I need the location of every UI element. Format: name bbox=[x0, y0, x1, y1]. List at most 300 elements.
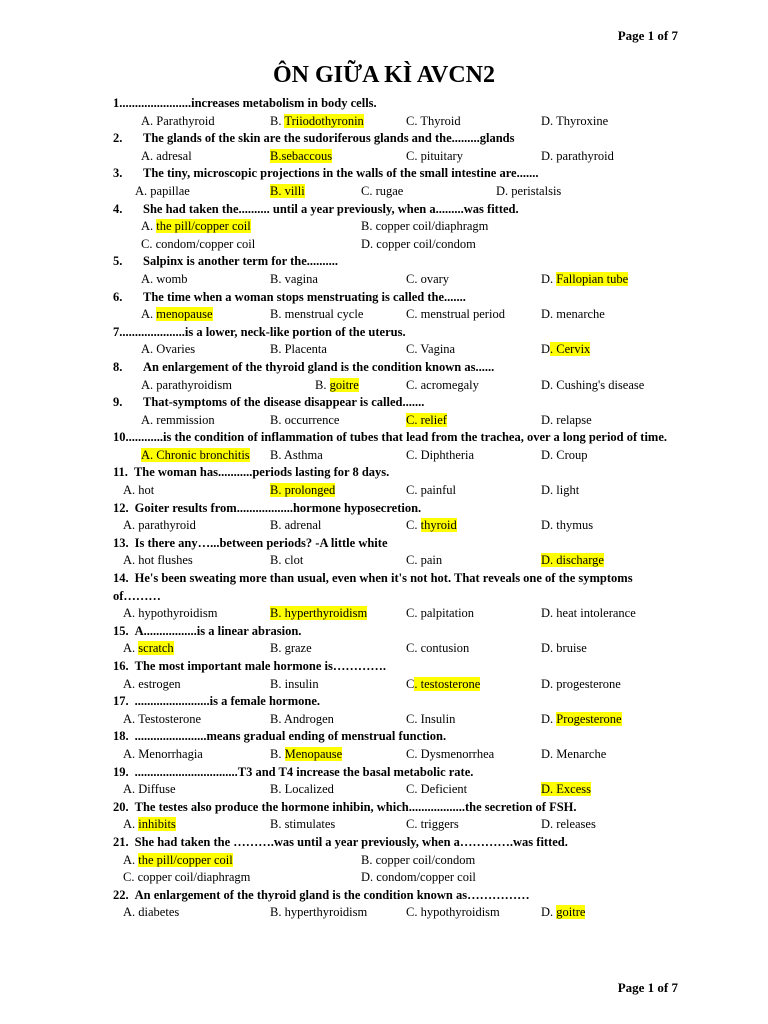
question-stem: The tiny, microscopic projections in the walls of the small intestine are....... bbox=[143, 166, 539, 181]
option-a bbox=[141, 447, 250, 465]
question-stem: The woman has...........periods lasting for 8 days. bbox=[133, 465, 390, 480]
question-number: 6. bbox=[113, 289, 123, 304]
option-c bbox=[406, 517, 457, 535]
answer-highlight: C. relief bbox=[406, 412, 447, 427]
option-letter: B. bbox=[361, 219, 376, 234]
option-c bbox=[406, 341, 455, 359]
option-text: pain bbox=[420, 553, 443, 568]
option-d bbox=[541, 306, 605, 324]
option-letter: B. bbox=[270, 676, 285, 691]
options-row bbox=[113, 113, 743, 131]
question-stem: ....................is a lower, neck-like portion of the uterus. bbox=[122, 324, 406, 339]
option-letter: C bbox=[406, 676, 415, 691]
option-text: parathyroid bbox=[556, 148, 614, 163]
option-b bbox=[270, 605, 367, 623]
question-5 bbox=[113, 253, 743, 271]
question-4 bbox=[113, 201, 743, 219]
option-d bbox=[541, 377, 644, 395]
option-letter: C. bbox=[406, 377, 421, 392]
options-row bbox=[113, 605, 743, 623]
question-number: 22. bbox=[113, 887, 129, 902]
option-text: menarche bbox=[556, 307, 605, 322]
option-text: Asthma bbox=[283, 447, 323, 462]
question-number: 13. bbox=[113, 535, 129, 550]
question-stem: Is there any…...between periods? -A little white bbox=[134, 535, 388, 550]
option-letter: C. bbox=[406, 518, 421, 533]
option-letter: A. bbox=[141, 342, 157, 357]
option-letter: B. bbox=[270, 782, 285, 797]
option-letter: A. bbox=[141, 271, 157, 286]
options-row bbox=[113, 781, 743, 799]
question-stem: ......................increases metabolism in body cells. bbox=[122, 96, 377, 110]
option-letter: D. bbox=[541, 606, 557, 621]
question-16 bbox=[113, 658, 743, 676]
option-d bbox=[361, 236, 476, 254]
option-letter: A. bbox=[141, 307, 157, 322]
option-b bbox=[270, 640, 312, 658]
option-letter: D. bbox=[541, 271, 557, 286]
option-d bbox=[541, 113, 608, 131]
option-text: thymus bbox=[556, 518, 594, 533]
option-b bbox=[270, 271, 318, 289]
question-8 bbox=[113, 359, 743, 377]
option-a bbox=[141, 113, 215, 131]
options-row bbox=[113, 306, 743, 324]
answer-highlight: goitre bbox=[329, 377, 359, 392]
option-text: copper coil/diaphragm bbox=[137, 870, 251, 885]
option-text: Ovaries bbox=[156, 342, 196, 357]
question-10 bbox=[113, 429, 743, 447]
option-letter: A. bbox=[141, 412, 157, 427]
option-text: Placenta bbox=[284, 342, 327, 357]
option-c bbox=[406, 306, 505, 324]
options-row bbox=[113, 852, 743, 870]
option-text: Vagina bbox=[420, 342, 456, 357]
option-d bbox=[541, 746, 606, 764]
option-c bbox=[406, 447, 474, 465]
option-text: occurrence bbox=[284, 412, 340, 427]
option-text: Parathyroid bbox=[156, 113, 215, 128]
option-letter: C. bbox=[406, 711, 421, 726]
option-a bbox=[123, 904, 179, 922]
answer-highlight: scratch bbox=[138, 641, 174, 656]
option-text: releases bbox=[556, 817, 596, 832]
option-text: adrenal bbox=[284, 518, 322, 533]
option-letter: C. bbox=[406, 905, 421, 920]
option-letter: A. bbox=[141, 377, 157, 392]
option-a bbox=[135, 183, 190, 201]
option-text: Thyroid bbox=[420, 113, 461, 128]
option-letter: A. bbox=[135, 183, 151, 198]
option-letter: A. bbox=[123, 782, 139, 797]
option-text: acromegaly bbox=[420, 377, 479, 392]
option-letter: D. bbox=[541, 676, 557, 691]
option-a bbox=[123, 676, 181, 694]
page-title: ÔN GIỮA KÌ AVCN2 bbox=[272, 62, 496, 88]
option-text: relapse bbox=[556, 412, 592, 427]
question-number: 2. bbox=[113, 131, 123, 146]
option-letter: B. bbox=[270, 518, 285, 533]
option-c bbox=[406, 640, 469, 658]
option-d bbox=[541, 482, 579, 500]
option-letter: C. bbox=[406, 447, 421, 462]
option-b bbox=[270, 781, 334, 799]
options-row bbox=[113, 711, 743, 729]
answer-highlight: Triiodothyronin bbox=[284, 113, 364, 128]
option-text: palpitation bbox=[420, 606, 475, 621]
question-number: 10. bbox=[113, 430, 129, 445]
option-text: menstrual cycle bbox=[284, 307, 364, 322]
option-text: hypothyroidism bbox=[138, 606, 218, 621]
option-text: vagina bbox=[284, 271, 318, 286]
options-row bbox=[113, 746, 743, 764]
option-text: condom/copper coil bbox=[155, 236, 256, 251]
option-text: contusion bbox=[420, 641, 470, 656]
answer-highlight: D. discharge bbox=[541, 553, 604, 568]
option-b bbox=[270, 113, 364, 131]
answer-highlight: B. hyperthyroidism bbox=[270, 606, 368, 621]
option-a bbox=[141, 271, 188, 289]
option-d bbox=[496, 183, 561, 201]
answer-highlight: . Cervix bbox=[550, 342, 591, 357]
option-b bbox=[270, 412, 339, 430]
option-text: Testosterone bbox=[138, 711, 202, 726]
option-text: remmission bbox=[156, 412, 215, 427]
option-d bbox=[541, 676, 621, 694]
option-text: Croup bbox=[556, 447, 588, 462]
option-d bbox=[541, 904, 585, 922]
question-number: 7. bbox=[113, 324, 123, 339]
option-text: Menarche bbox=[556, 746, 607, 761]
option-text: graze bbox=[284, 641, 312, 656]
question-stem: Salpinx is another term for the.......... bbox=[143, 254, 339, 269]
page-number-top: Page 1 of 7 bbox=[617, 28, 678, 43]
options-row bbox=[113, 447, 743, 465]
option-letter: D. bbox=[541, 746, 557, 761]
option-text: peristalsis bbox=[511, 183, 562, 198]
options-row bbox=[113, 517, 743, 535]
option-letter: A. bbox=[123, 641, 139, 656]
option-a bbox=[141, 148, 192, 166]
option-letter: D. bbox=[541, 905, 557, 920]
option-text: copper coil/condom bbox=[375, 852, 476, 867]
option-letter: C. bbox=[406, 641, 421, 656]
options-row bbox=[113, 218, 743, 236]
option-d bbox=[541, 517, 593, 535]
question-stem: ........................is a female hormone. bbox=[134, 694, 321, 709]
option-a bbox=[141, 412, 215, 430]
answer-highlight: D. Excess bbox=[541, 782, 591, 797]
option-letter: A. bbox=[123, 553, 139, 568]
option-c bbox=[406, 781, 467, 799]
option-letter: C. bbox=[406, 148, 421, 163]
option-letter: B. bbox=[270, 553, 285, 568]
answer-highlight: . testosterone bbox=[414, 676, 481, 691]
question-6 bbox=[113, 289, 743, 307]
option-letter: C. bbox=[406, 746, 421, 761]
option-letter: A. bbox=[141, 148, 157, 163]
option-text: Localized bbox=[284, 782, 334, 797]
options-row bbox=[113, 183, 743, 201]
question-13 bbox=[113, 535, 743, 553]
answer-highlight: B. prolonged bbox=[270, 483, 336, 498]
question-stem: An enlargement of the thyroid gland is the condition known as...... bbox=[143, 359, 495, 374]
option-letter: D. bbox=[541, 711, 557, 726]
answer-highlight: Menopause bbox=[284, 746, 343, 761]
option-letter: D. bbox=[541, 817, 557, 832]
question-number: 12. bbox=[113, 500, 129, 515]
question-number: 21. bbox=[113, 834, 129, 849]
question-number: 4. bbox=[113, 201, 123, 216]
option-letter: B. bbox=[270, 905, 285, 920]
option-text: Deficient bbox=[420, 782, 468, 797]
option-b bbox=[270, 148, 332, 166]
answer-highlight: goitre bbox=[556, 905, 586, 920]
question-17 bbox=[113, 693, 743, 711]
option-letter: D. bbox=[541, 483, 557, 498]
options-row bbox=[113, 236, 743, 254]
question-number: 17. bbox=[113, 694, 129, 709]
option-letter: C. bbox=[406, 817, 421, 832]
option-d bbox=[541, 412, 592, 430]
question-stem: She had taken the.......... until a year previously, when a.........was fitted. bbox=[143, 201, 519, 216]
option-letter: C. bbox=[141, 236, 156, 251]
option-letter: C. bbox=[406, 307, 421, 322]
option-text: insulin bbox=[284, 676, 319, 691]
option-c bbox=[406, 552, 442, 570]
option-text: triggers bbox=[420, 817, 459, 832]
option-letter: C. bbox=[406, 271, 421, 286]
options-row bbox=[113, 816, 743, 834]
option-letter: A. bbox=[141, 113, 157, 128]
option-d bbox=[541, 781, 591, 799]
question-stem: .................................T3 and T4 increase the basal metabolic rate. bbox=[134, 764, 474, 779]
question-number: 1. bbox=[113, 96, 123, 110]
answer-highlight: Fallopian tube bbox=[556, 271, 629, 286]
option-text: light bbox=[556, 483, 580, 498]
option-a bbox=[123, 852, 233, 870]
options-row bbox=[113, 377, 743, 395]
option-letter: D. bbox=[496, 183, 512, 198]
option-a bbox=[123, 746, 203, 764]
option-b bbox=[270, 447, 323, 465]
option-letter: D. bbox=[541, 307, 557, 322]
option-c bbox=[141, 236, 255, 254]
question-stem: Goiter results from..................hormone hyposecretion. bbox=[134, 500, 422, 515]
option-c bbox=[406, 816, 459, 834]
option-d bbox=[541, 552, 604, 570]
question-11 bbox=[113, 464, 743, 482]
option-letter: C. bbox=[406, 113, 421, 128]
question-number: 16. bbox=[113, 659, 129, 673]
option-letter: A. bbox=[123, 676, 139, 691]
option-letter: B. bbox=[315, 377, 330, 392]
option-text: rugae bbox=[375, 183, 404, 198]
question-number: 9. bbox=[113, 395, 123, 410]
options-row bbox=[113, 271, 743, 289]
question-stem: The glands of the skin are the sudoriferous glands and the.........glands bbox=[143, 131, 515, 146]
option-text: pituitary bbox=[420, 148, 463, 163]
option-text: Dysmenorrhea bbox=[420, 746, 495, 761]
answer-highlight: A. Chronic bronchitis bbox=[141, 447, 250, 462]
option-letter: D. bbox=[541, 113, 557, 128]
option-d bbox=[541, 341, 590, 359]
option-letter: C. bbox=[406, 483, 421, 498]
option-text: parathyroid bbox=[138, 518, 196, 533]
option-letter: A. bbox=[123, 905, 139, 920]
option-d bbox=[541, 640, 587, 658]
option-text: Insulin bbox=[420, 711, 456, 726]
question-stem: That-symptoms of the disease disappear is called....... bbox=[143, 395, 425, 410]
question-9 bbox=[113, 394, 743, 412]
option-letter: D. bbox=[541, 447, 557, 462]
option-c bbox=[361, 183, 403, 201]
question-2 bbox=[113, 130, 743, 148]
question-15 bbox=[113, 623, 743, 641]
answer-highlight: inhibits bbox=[138, 817, 176, 832]
option-letter: A. bbox=[123, 852, 139, 867]
answer-highlight: B.sebaccous bbox=[270, 148, 333, 163]
option-b bbox=[270, 676, 319, 694]
option-letter: B. bbox=[270, 711, 284, 726]
option-text: papillae bbox=[150, 183, 190, 198]
question-number: 3. bbox=[113, 166, 123, 181]
page-number-bottom: Page 1 of 7 bbox=[617, 980, 678, 995]
option-text: copper coil/diaphragm bbox=[375, 219, 489, 234]
option-b bbox=[270, 306, 363, 324]
option-text: adresal bbox=[156, 148, 192, 163]
option-d bbox=[361, 869, 476, 887]
option-letter: B. bbox=[270, 342, 285, 357]
option-b bbox=[361, 852, 475, 870]
option-b bbox=[270, 746, 342, 764]
option-c bbox=[406, 113, 461, 131]
answer-highlight: thyroid bbox=[420, 518, 457, 533]
option-text: ovary bbox=[420, 271, 450, 286]
option-text: menstrual period bbox=[420, 307, 505, 322]
option-a bbox=[123, 552, 193, 570]
option-text: Androgen bbox=[283, 711, 334, 726]
answer-highlight: B. villi bbox=[270, 183, 305, 198]
option-letter: C. bbox=[123, 870, 138, 885]
option-letter: C. bbox=[406, 782, 421, 797]
option-b bbox=[270, 816, 335, 834]
option-b bbox=[361, 218, 488, 236]
option-text: womb bbox=[156, 271, 188, 286]
option-letter: D. bbox=[541, 377, 557, 392]
option-letter: D. bbox=[541, 641, 557, 656]
option-text: hot flushes bbox=[138, 553, 193, 568]
option-text: condom/copper coil bbox=[376, 870, 476, 885]
question-list bbox=[113, 95, 743, 922]
option-a bbox=[123, 482, 154, 500]
options-row bbox=[113, 869, 743, 887]
option-c bbox=[406, 482, 456, 500]
option-letter: A. bbox=[123, 518, 139, 533]
option-letter: B. bbox=[270, 746, 285, 761]
option-a bbox=[123, 781, 176, 799]
option-letter: B. bbox=[270, 307, 285, 322]
option-d bbox=[541, 711, 622, 729]
question-14 bbox=[113, 570, 633, 605]
option-letter: B. bbox=[270, 641, 285, 656]
question-21 bbox=[113, 834, 743, 852]
option-text: Menorrhagia bbox=[138, 746, 203, 761]
option-a bbox=[141, 341, 195, 359]
question-number: 18. bbox=[113, 729, 129, 744]
option-letter: D. bbox=[361, 870, 377, 885]
option-a bbox=[123, 816, 176, 834]
option-letter: A. bbox=[141, 219, 157, 234]
question-number: 14. bbox=[113, 571, 129, 586]
option-letter: C. bbox=[406, 606, 421, 621]
option-text: Diffuse bbox=[138, 782, 176, 797]
option-b bbox=[270, 183, 305, 201]
question-stem: .......................means gradual ending of menstrual function. bbox=[134, 729, 447, 744]
question-number: 20. bbox=[113, 799, 129, 814]
option-text: hot bbox=[138, 483, 155, 498]
option-letter: D. bbox=[361, 236, 377, 251]
question-12 bbox=[113, 500, 743, 518]
option-b bbox=[270, 904, 367, 922]
option-text: estrogen bbox=[138, 676, 181, 691]
question-19 bbox=[113, 764, 743, 782]
option-b bbox=[270, 552, 303, 570]
option-c bbox=[406, 904, 500, 922]
option-text: diabetes bbox=[138, 905, 180, 920]
option-letter: D bbox=[541, 342, 551, 357]
answer-highlight: Progesterone bbox=[556, 711, 622, 726]
option-letter: C. bbox=[361, 183, 376, 198]
option-letter: D. bbox=[541, 412, 557, 427]
question-stem: The time when a woman stops menstruating is called the....... bbox=[143, 289, 466, 304]
option-a bbox=[123, 517, 196, 535]
option-text: painful bbox=[420, 483, 457, 498]
question-1 bbox=[113, 95, 743, 113]
question-3 bbox=[113, 165, 743, 183]
option-c bbox=[406, 711, 455, 729]
option-text: hypothyroidism bbox=[420, 905, 500, 920]
question-number: 15. bbox=[113, 623, 129, 638]
option-text: progesterone bbox=[556, 676, 621, 691]
option-c bbox=[406, 676, 480, 694]
options-row bbox=[113, 412, 743, 430]
options-row bbox=[113, 904, 743, 922]
option-text: Cushing's disease bbox=[556, 377, 645, 392]
option-c bbox=[406, 412, 447, 430]
option-letter: C. bbox=[406, 342, 421, 357]
option-c bbox=[406, 271, 449, 289]
question-number: 8. bbox=[113, 359, 123, 374]
question-stem: ...........is the condition of inflammation of tubes that lead from the trachea, over a long period of time. bbox=[128, 430, 668, 445]
options-row bbox=[113, 640, 743, 658]
question-stem: The testes also produce the hormone inhibin, which..................the secretion of FSH. bbox=[134, 799, 577, 814]
options-row bbox=[113, 148, 743, 166]
option-letter: B. bbox=[270, 412, 285, 427]
option-d bbox=[541, 148, 614, 166]
question-stem: An enlargement of the thyroid gland is the condition known as…………… bbox=[134, 887, 530, 902]
option-letter: C. bbox=[406, 553, 421, 568]
question-number: 19. bbox=[113, 764, 129, 779]
option-text: bruise bbox=[556, 641, 587, 656]
option-text: copper coil/condom bbox=[376, 236, 476, 251]
option-b bbox=[315, 377, 359, 395]
option-c bbox=[406, 746, 494, 764]
question-stem: She had taken the ……….was until a year previously, when a………….was fitted. bbox=[134, 834, 568, 849]
option-b bbox=[270, 517, 321, 535]
option-text: parathyroidism bbox=[156, 377, 232, 392]
option-letter: D. bbox=[541, 148, 557, 163]
